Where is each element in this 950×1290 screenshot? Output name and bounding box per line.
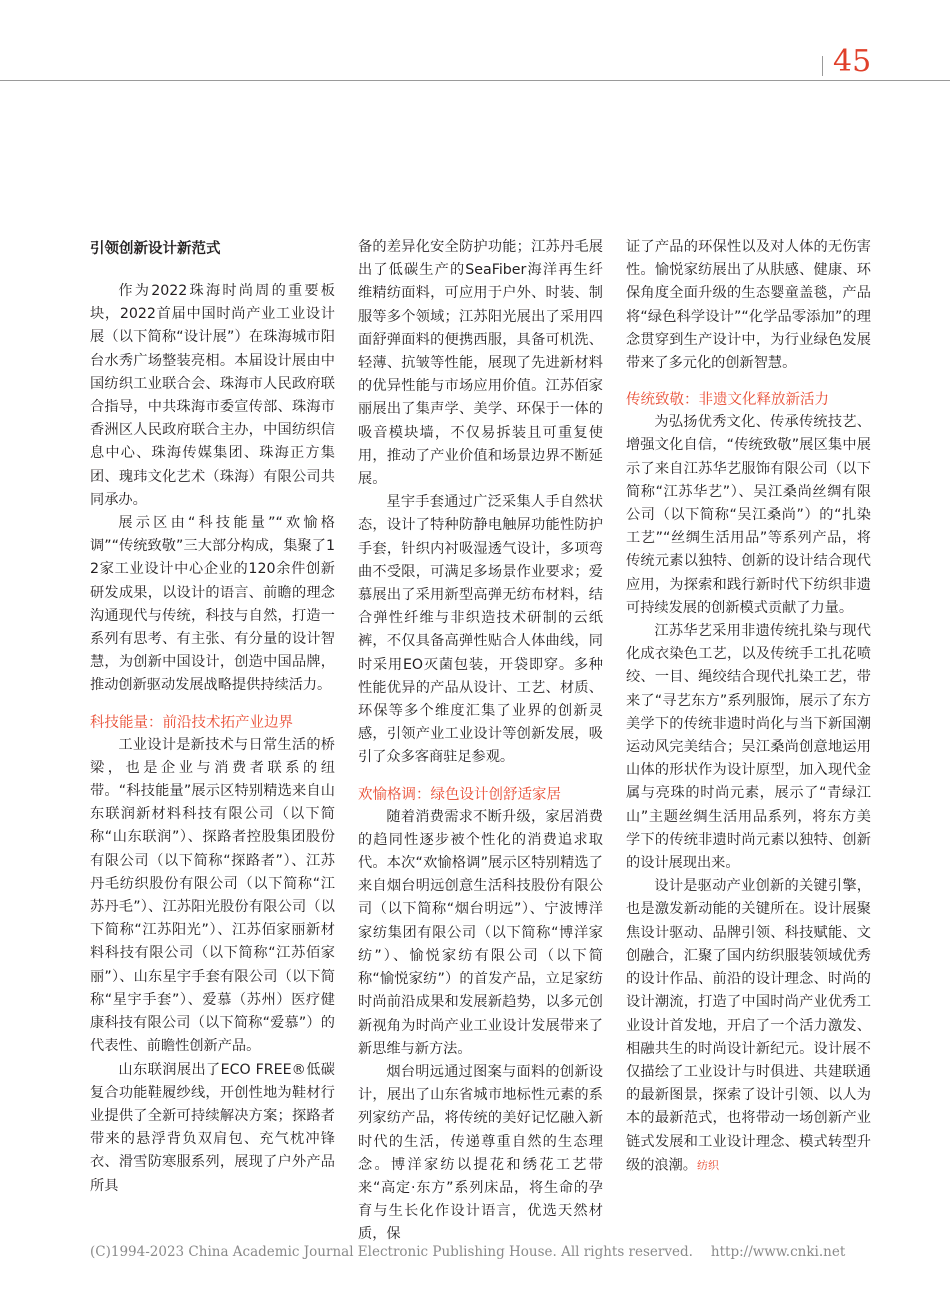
subsection-heading-tradition-tribute: 传统致敬：非遗文化释放新活力 (626, 392, 829, 409)
page-number: 45 (833, 44, 872, 79)
column-2 (358, 236, 603, 1247)
paragraph: 江苏华艺采用非遗传统扎染与现代化成衣染色工艺，以及传统手工扎花喷绞、一目、绳绞结合现代扎染工艺，带来了“寻艺东方”系列服饰，展示了东方美学下的传统非遗时尚化与当下新国潮运动风完美结合；吴江桑尚创意地运用山体的形状作为设计原型，加入现代金属与亮珠的时尚元素，展示了“青绿江山”主题丝绸生活用品系列，将东方美学下的传统非遗时尚元素以独特、创新的设计展现出来。 (626, 623, 871, 872)
footer-url: http://www.cnki.net (710, 1244, 846, 1260)
paragraph: 随着消费需求不断升级，家居消费的趋同性逐步被个性化的消费追求取代。本次“欢愉格调”展示区特别精选了来自烟台明远创意生活科技股份有限公司（以下简称“烟台明远”）、宁波博洋家纺集团有限公司（以下简称“博洋家纺”）、愉悦家纺有限公司（以下简称“愉悦家纺”）的首发产品，立足家纺时尚前沿成果和发展新趋势，以多元创新视角为时尚产业工业设计发展带来了新思维与新方法。 (358, 808, 603, 1057)
paragraph: 工业设计是新技术与日常生活的桥梁，也是企业与消费者联系的纽带。“科技能量”展示区特别精选来自山东联润新材料科技有限公司（以下简称“山东联润”）、探路者控股集团股份有限公司（以下简称“探路者”）、江苏丹毛纺织股份有限公司（以下简称“江苏丹毛”）、江苏阳光股份有限公司（以下简称“江苏阳光”）、江苏佰家丽新材料科技有限公司（以下简称“江苏佰家丽”）、山东星宇手套有限公司（以下简称“星宇手套”）、爱慕（苏州）医疗健康科技有限公司（以下简称“爱慕”）的代表性、前瞻性创新产品。 (90, 736, 335, 1055)
paragraph-final (626, 875, 871, 1177)
paragraph: 星宇手套通过广泛采集人手自然状态，设计了特种防静电触屏功能性防护手套，针织内衬吸湿透气设计，多项弯曲不受限，可满足多场景作业要求；爱慕展出了采用新型高弹无纺布材料，结合弹性纤维与非织造技术研制的云纸裤，不仅具备高弹性贴合人体曲线，同时采用EO灭菌包装，开袋即穿。多种性能优异的产品从设计、工艺、材质、环保等多个维度汇集了业界的创新灵感，引领产业工业设计等创新发展，吸引了众多客商驻足参观。 (358, 494, 603, 766)
page-number-separator (822, 56, 823, 76)
paragraph-text: 设计是驱动产业创新的关键引擎，也是激发新动能的关键所在。设计展聚焦设计驱动、品牌引领、科技赋能、文创融合，汇聚了国内纺织服装领域优秀的设计作品、前沿的设计理念、时尚的设计潮流，打造了中国时尚产业优秀工业设计首发地，开启了一个活力激发、相融共生的时尚设计新纪元。设计展不仅描绘了工业设计与时俱进、共建联通的最新图景，探索了设计引领、以人为本的最新范式，也将带动一场创新产业链式发展和工业设计理念、模式转型升级的浪潮。 (626, 878, 871, 1174)
header-rule (0, 80, 950, 81)
paragraph: 作为2022珠海时尚周的重要板块，2022首届中国时尚产业工业设计展（以下简称“设计展”）在珠海城市阳台水秀广场整装亮相。本届设计展由中国纺织工业联合会、珠海市人民政府联合指导，中共珠海市委宣传部、珠海市香洲区人民政府联合主办，中国纺织信息中心、珠海传媒集团、珠海正方集团、瑰玮文化艺术（珠海）有限公司共同承办。 (90, 283, 335, 508)
section-title: 引领创新设计新范式 (90, 241, 221, 257)
paragraph: 山东联润展出了ECO FREE®低碳复合功能鞋履纱线，开创性地为鞋材行业提供了全新可持续解决方案；探路者带来的悬浮背负双肩包、充气枕冲锋衣、滑雪防寒服系列，展现了户外产品所具 (90, 1061, 335, 1194)
paragraph: 为弘扬优秀文化、传承传统技艺、增强文化自信，“传统致敬”展区集中展示了来自江苏华艺服饰有限公司（以下简称“江苏华艺”）、吴江桑尚丝绸有限公司（以下简称“吴江桑尚”）的“扎染工艺”“丝绸生活用品”等系列产品，将传统元素以独特、创新的设计结合现代应用，为探索和践行新时代下纺织非遗可持续发展的创新模式贡献了力量。 (626, 414, 871, 616)
column-1 (90, 236, 335, 1198)
copyright-text: (C)1994-2023 China Academic Journal Electronic Publishing House. All rights reserved. (90, 1244, 693, 1260)
paragraph-continued: 备的差异化安全防护功能；江苏丹毛展出了低碳生产的SeaFiber海洋再生纤维精纺面料，可应用于户外、时装、制服等多个领域；江苏阳光展出了采用四面舒弹面料的便携西服，具备可机洗、轻薄、抗皱等性能，展现了先进新材料的优异性能与市场应用价值。江苏佰家丽展出了集声学、美学、环保于一体的吸音模块墙，不仅易拆装且可重复使用，推动了产业价值和场景边界不断延展。 (358, 239, 603, 488)
paragraph: 展示区由“科技能量”“欢愉格调”“传统致敬”三大部分构成，集聚了12家工业设计中心企业的120余件创新研发成果，以设计的语言、前瞻的理念沟通现代与传统，科技与自然，打造一系列有思考、有主张、有分量的设计智慧，为创新中国设计，创造中国品牌，推动创新驱动发展战略提供持续活力。 (90, 515, 335, 694)
column-3 (626, 236, 871, 1178)
paragraph: 烟台明远通过图案与面料的创新设计，展出了山东省城市地标性元素的系列家纺产品，将传统的美好记忆融入新时代的生活，传递尊重自然的生态理念。博洋家纺以提花和绣花工艺带来“高定·东方”系列床品，将生命的孕育与生长化作设计语言，优选天然材质，保 (358, 1063, 603, 1243)
end-mark-logo: 纺织 (696, 1158, 719, 1172)
copyright-footer (90, 1242, 890, 1262)
paragraph-continued: 证了产品的环保性以及对人体的无伤害性。愉悦家纺展出了从肤感、健康、环保角度全面升级的生态婴童盖毯，产品将“绿色科学设计”“化学品零添加”的理念贯穿到生产设计中，为行业绿色发展带来了多元化的创新智慧。 (626, 239, 871, 372)
subsection-heading-joyful-style: 欢愉格调：绿色设计创舒适家居 (358, 786, 561, 803)
subsection-heading-tech-energy: 科技能量：前沿技术拓产业边界 (90, 714, 293, 731)
